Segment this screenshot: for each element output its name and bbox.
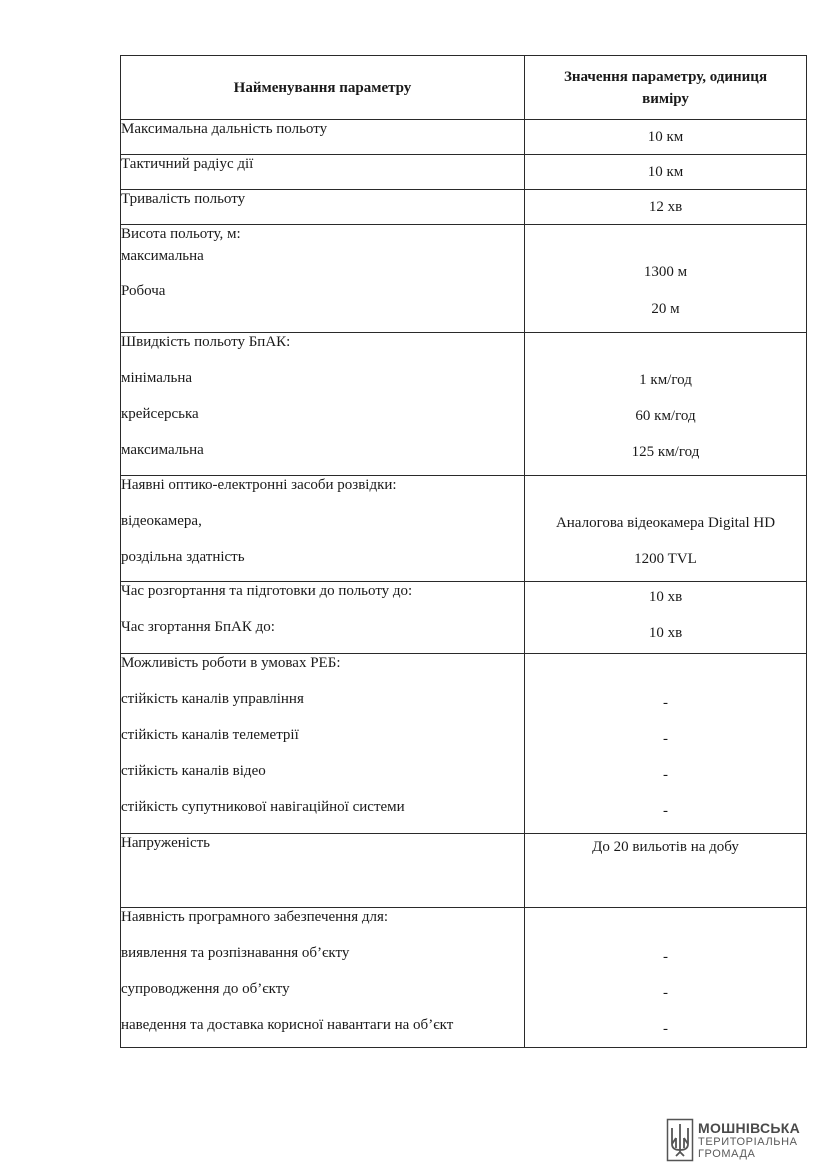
header-param: Найменування параметру [121,56,525,120]
flight-speed-min-label: мінімальна [121,370,193,386]
logo-subtitle-2: ГРОМАДА [698,1147,756,1160]
trident-icon [666,1118,694,1162]
flight-speed-min-value: 1 км/год [639,372,692,388]
deploy-time-value: 10 хв [648,589,683,605]
ew-gnss-value: - [663,803,668,819]
flight-speed-cruise-value: 60 км/год [635,408,696,424]
optics-label: Наявні оптико-електронні засоби розвідки: [121,477,397,493]
ew-video-value: - [663,767,668,783]
max-range-value: 10 км [647,129,684,145]
logo-subtitle: ТЕРИТОРІАЛЬНА [698,1135,798,1148]
table-header-row [121,56,807,120]
ew-video-label: стійкість каналів відео [121,763,266,779]
deploy-time-label: Час розгортання та підготовки до польоту до: [121,583,413,599]
tactical-radius-value: 10 км [647,164,684,180]
flight-height-work-value: 20 м [651,301,680,317]
flight-speed-cruise-label: крейсерська [121,406,199,422]
table-row-optics [121,476,807,582]
ew-label: Можливість роботи в умовах РЕБ: [121,655,341,671]
optics-resolution-label: роздільна здатність [121,549,245,565]
table-row-deploy-time [121,582,807,654]
table-row-tactical-radius [121,155,807,190]
specs-table [120,55,807,1048]
flight-height-max-label: максимальна [121,248,204,264]
table-row-max-range [121,120,807,155]
flight-speed-max-label: максимальна [121,442,204,458]
table-row-intensity [121,834,807,908]
flight-height-work-label: Робоча [121,283,166,299]
table-row-ew [121,654,807,834]
fold-time-value: 10 хв [648,625,683,641]
fold-time-label: Час згортання БпАК до: [121,619,275,635]
flight-speed-max-value: 125 км/год [631,444,700,460]
logo-title: МОШНІВСЬКА [698,1119,801,1136]
optics-camera-label: відеокамера, [121,513,202,529]
ew-telemetry-value: - [663,731,668,747]
header-value: Значення параметру, одиниця виміру [525,56,807,120]
optics-camera-value: Аналогова відеокамера Digital HD [555,515,776,531]
max-range-label: Максимальна дальність польоту [121,121,328,137]
flight-height-max-value: 1300 м [643,264,688,280]
flight-height-label: Висота польоту, м: [121,226,241,242]
software-payload-label: наведення та доставка корисної навантаги на об’єкт [121,1017,454,1033]
flight-duration-label: Тривалість польоту [121,191,246,207]
intensity-label: Напруженість [121,835,210,851]
flight-duration-value: 12 хв [648,199,683,215]
software-label: Наявність програмного забезпечення для: [121,909,389,925]
optics-resolution-value: 1200 TVL [634,551,697,567]
table-row-software [121,908,807,1048]
tactical-radius-label: Тактичний радіус дії [121,156,254,172]
flight-speed-label: Швидкість польоту БпАК: [121,334,291,350]
software-track-value: - [663,985,668,1001]
community-logo [666,1116,816,1164]
software-detect-label: виявлення та розпізнавання об’єкту [121,945,350,961]
table-row-flight-height [121,225,807,333]
table-row-flight-speed [121,333,807,476]
ew-control-label: стійкість каналів управління [121,691,304,707]
software-detect-value: - [663,949,668,965]
ew-gnss-label: стійкість супутникової навігаційної системи [121,799,405,815]
software-track-label: супроводження до об’єкту [121,981,290,997]
ew-control-value: - [663,695,668,711]
intensity-value: До 20 вильотів на добу [592,839,739,855]
ew-telemetry-label: стійкість каналів телеметрії [121,727,299,743]
software-payload-value: - [663,1021,668,1037]
table-row-flight-duration [121,190,807,225]
